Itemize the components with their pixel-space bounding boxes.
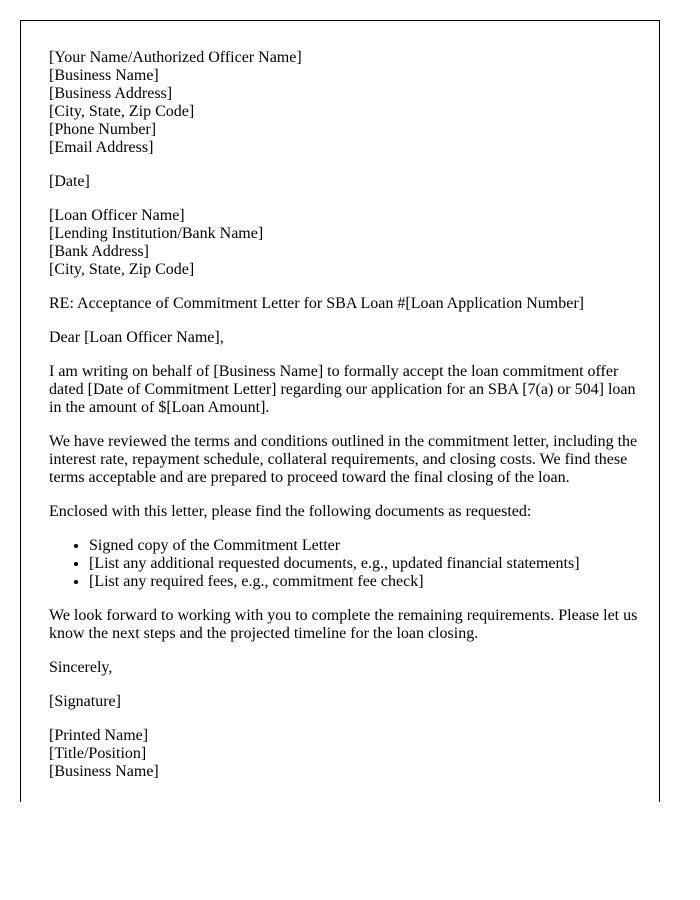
- sender-block: [49, 49, 639, 157]
- signer-printed-name: [Printed Name]: [49, 727, 149, 744]
- sender-business-address: [Business Address]: [49, 85, 173, 102]
- sender-city-state-zip: [City, State, Zip Code]: [49, 103, 195, 120]
- list-item: • [List any additional requested documents, e.g., updated financial statements]: [89, 555, 639, 573]
- sender-business-name: [Business Name]: [49, 67, 159, 84]
- letter-page: [20, 20, 660, 802]
- enclosures-list: [49, 537, 639, 591]
- signer-business-name: [Business Name]: [49, 763, 159, 780]
- closing-paragraph: We look forward to working with you to complete the remaining requirements. Please let us know the next steps and the projected timeline for the loan closing.: [49, 607, 638, 642]
- recipient-block: [49, 207, 639, 279]
- closing: Sincerely,: [49, 659, 113, 676]
- date-block: [49, 173, 639, 191]
- list-item: • [List any required fees, e.g., commitment fee check]: [89, 573, 639, 591]
- recipient-name: [Loan Officer Name]: [49, 207, 185, 224]
- body-paragraph-3: Enclosed with this letter, please find the following documents as requested:: [49, 503, 532, 520]
- signer-block: [49, 727, 639, 781]
- subject-line: RE: Acceptance of Commitment Letter for SBA Loan #[Loan Application Number]: [49, 295, 584, 312]
- body-paragraph-1: I am writing on behalf of [Business Name] to formally accept the loan commitment offer dated [Date of Commitment Letter] regarding our application for an SBA [7(a) or 504] loan in the amount of $[Loan Amount].: [49, 363, 636, 416]
- letter-body: [49, 49, 639, 797]
- signer-title: [Title/Position]: [49, 745, 147, 762]
- body-paragraph-2: We have reviewed the terms and conditions outlined in the commitment letter, including the interest rate, repayment schedule, collateral requirements, and closing costs. We find these terms acceptable and are prepared to proceed toward the final closing of the loan.: [49, 433, 638, 486]
- sender-phone: [Phone Number]: [49, 121, 157, 138]
- recipient-address: [Bank Address]: [49, 243, 149, 260]
- letter-date: [Date]: [49, 173, 90, 190]
- list-item: • Signed copy of the Commitment Letter: [89, 537, 639, 555]
- sender-name: [Your Name/Authorized Officer Name]: [49, 49, 302, 66]
- salutation: Dear [Loan Officer Name],: [49, 329, 224, 346]
- recipient-institution: [Lending Institution/Bank Name]: [49, 225, 264, 242]
- signature-placeholder: [Signature]: [49, 693, 121, 710]
- recipient-city-state-zip: [City, State, Zip Code]: [49, 261, 195, 278]
- sender-email: [Email Address]: [49, 139, 154, 156]
